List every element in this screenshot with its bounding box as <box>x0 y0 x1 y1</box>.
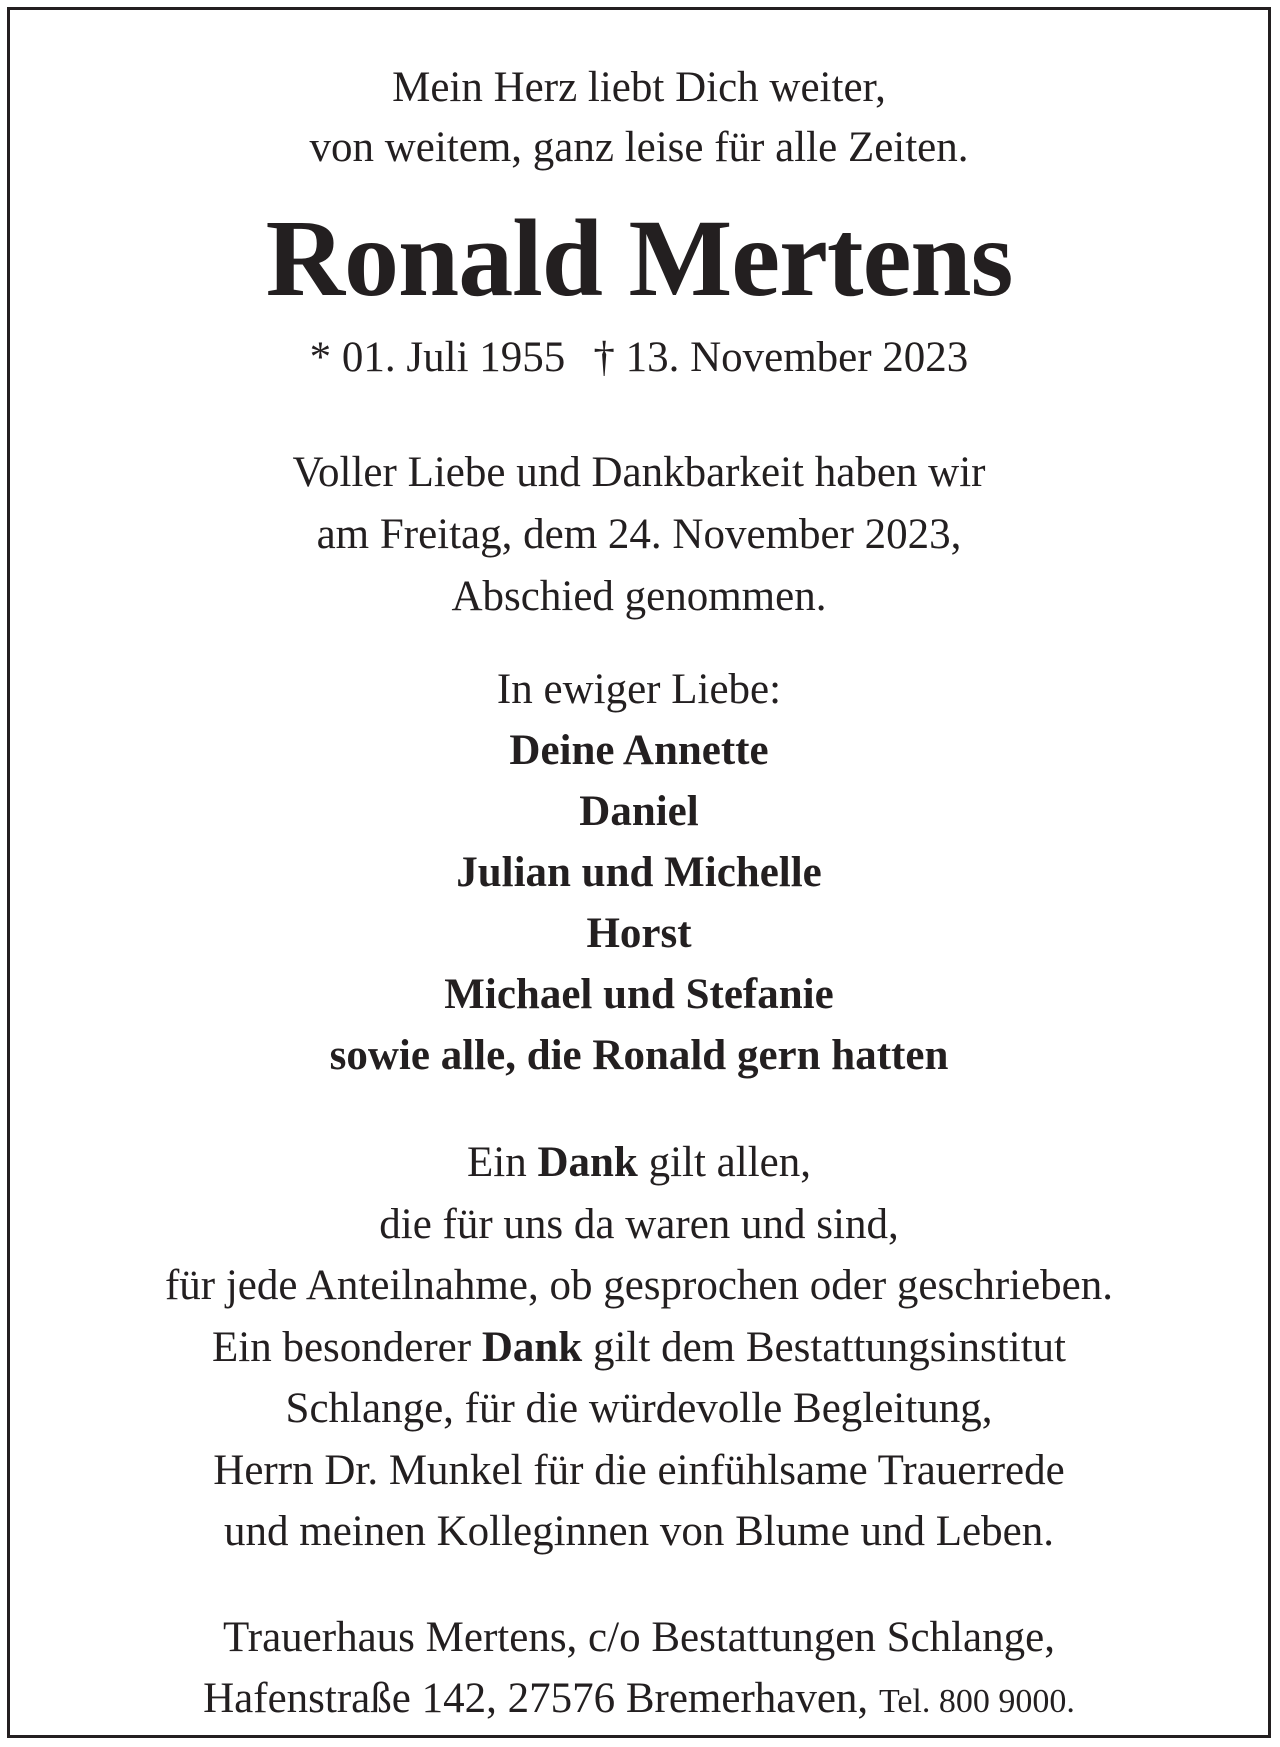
farewell-text <box>10 442 1268 628</box>
address-line-2 <box>10 1668 1268 1732</box>
mourner-name: Deine Annette <box>509 727 769 774</box>
birth-date: * 01. Juli 1955 <box>309 334 566 381</box>
farewell-line-3: Abschied genommen. <box>451 573 827 620</box>
deceased-name: Ronald Mertens <box>265 197 1013 319</box>
thanks-line-1 <box>10 1132 1268 1194</box>
thanks-line-3: für jede Anteilnahme, ob gesprochen oder geschrieben. <box>164 1262 1114 1309</box>
thanks-line-6: Herrn Dr. Munkel für die einfühlsame Trauerrede <box>213 1446 1065 1494</box>
thanks-line-4-bold: Dank <box>481 1323 583 1371</box>
thanks-line-1-post: gilt allen, <box>637 1139 811 1186</box>
thanks-text <box>10 1132 1268 1563</box>
farewell-line-2: am Freitag, dem 24. November 2023, <box>316 511 962 558</box>
life-dates <box>10 328 1268 388</box>
mourner-name: Michael und Stefanie <box>444 971 834 1018</box>
mourner-name: sowie alle, die Ronald gern hatten <box>329 1032 949 1079</box>
mourners-list <box>10 720 1268 1086</box>
thanks-line-5: Schlange, für die würdevolle Begleitung, <box>285 1385 993 1432</box>
mourner-name: Daniel <box>579 788 699 835</box>
thanks-line-4-post: gilt dem Bestattungsinstitut <box>582 1323 1066 1371</box>
farewell-line-1: Voller Liebe und Dankbarkeit haben wir <box>292 449 986 496</box>
death-date: † 13. November 2023 <box>593 334 969 381</box>
mourner-name: Julian und Michelle <box>456 849 822 896</box>
verse-line-2: von weitem, ganz leise für alle Zeiten. <box>309 124 969 171</box>
mourners-intro: In ewiger Liebe: <box>496 666 782 713</box>
thanks-line-1-bold: Dank <box>537 1139 638 1186</box>
thanks-line-4 <box>10 1317 1268 1379</box>
obituary-frame <box>7 7 1271 1738</box>
thanks-line-2: die für uns da waren und sind, <box>379 1200 899 1248</box>
phone-number: Tel. 800 9000. <box>878 1683 1075 1720</box>
address-line-1: Trauerhaus Mertens, c/o Bestattungen Schlange, <box>223 1614 1055 1661</box>
thanks-line-1-pre: Ein <box>466 1139 538 1186</box>
mourner-name: Horst <box>586 910 692 957</box>
verse-line-1: Mein Herz liebt Dich weiter, <box>392 64 886 111</box>
address-street: Hafenstraße 142, 27576 Bremerhaven, <box>203 1675 869 1722</box>
verse <box>10 58 1268 178</box>
thanks-line-4-pre: Ein besonderer <box>212 1323 482 1371</box>
thanks-line-7: und meinen Kolleginnen von Blume und Leben. <box>224 1508 1054 1555</box>
address-block <box>10 1607 1268 1732</box>
